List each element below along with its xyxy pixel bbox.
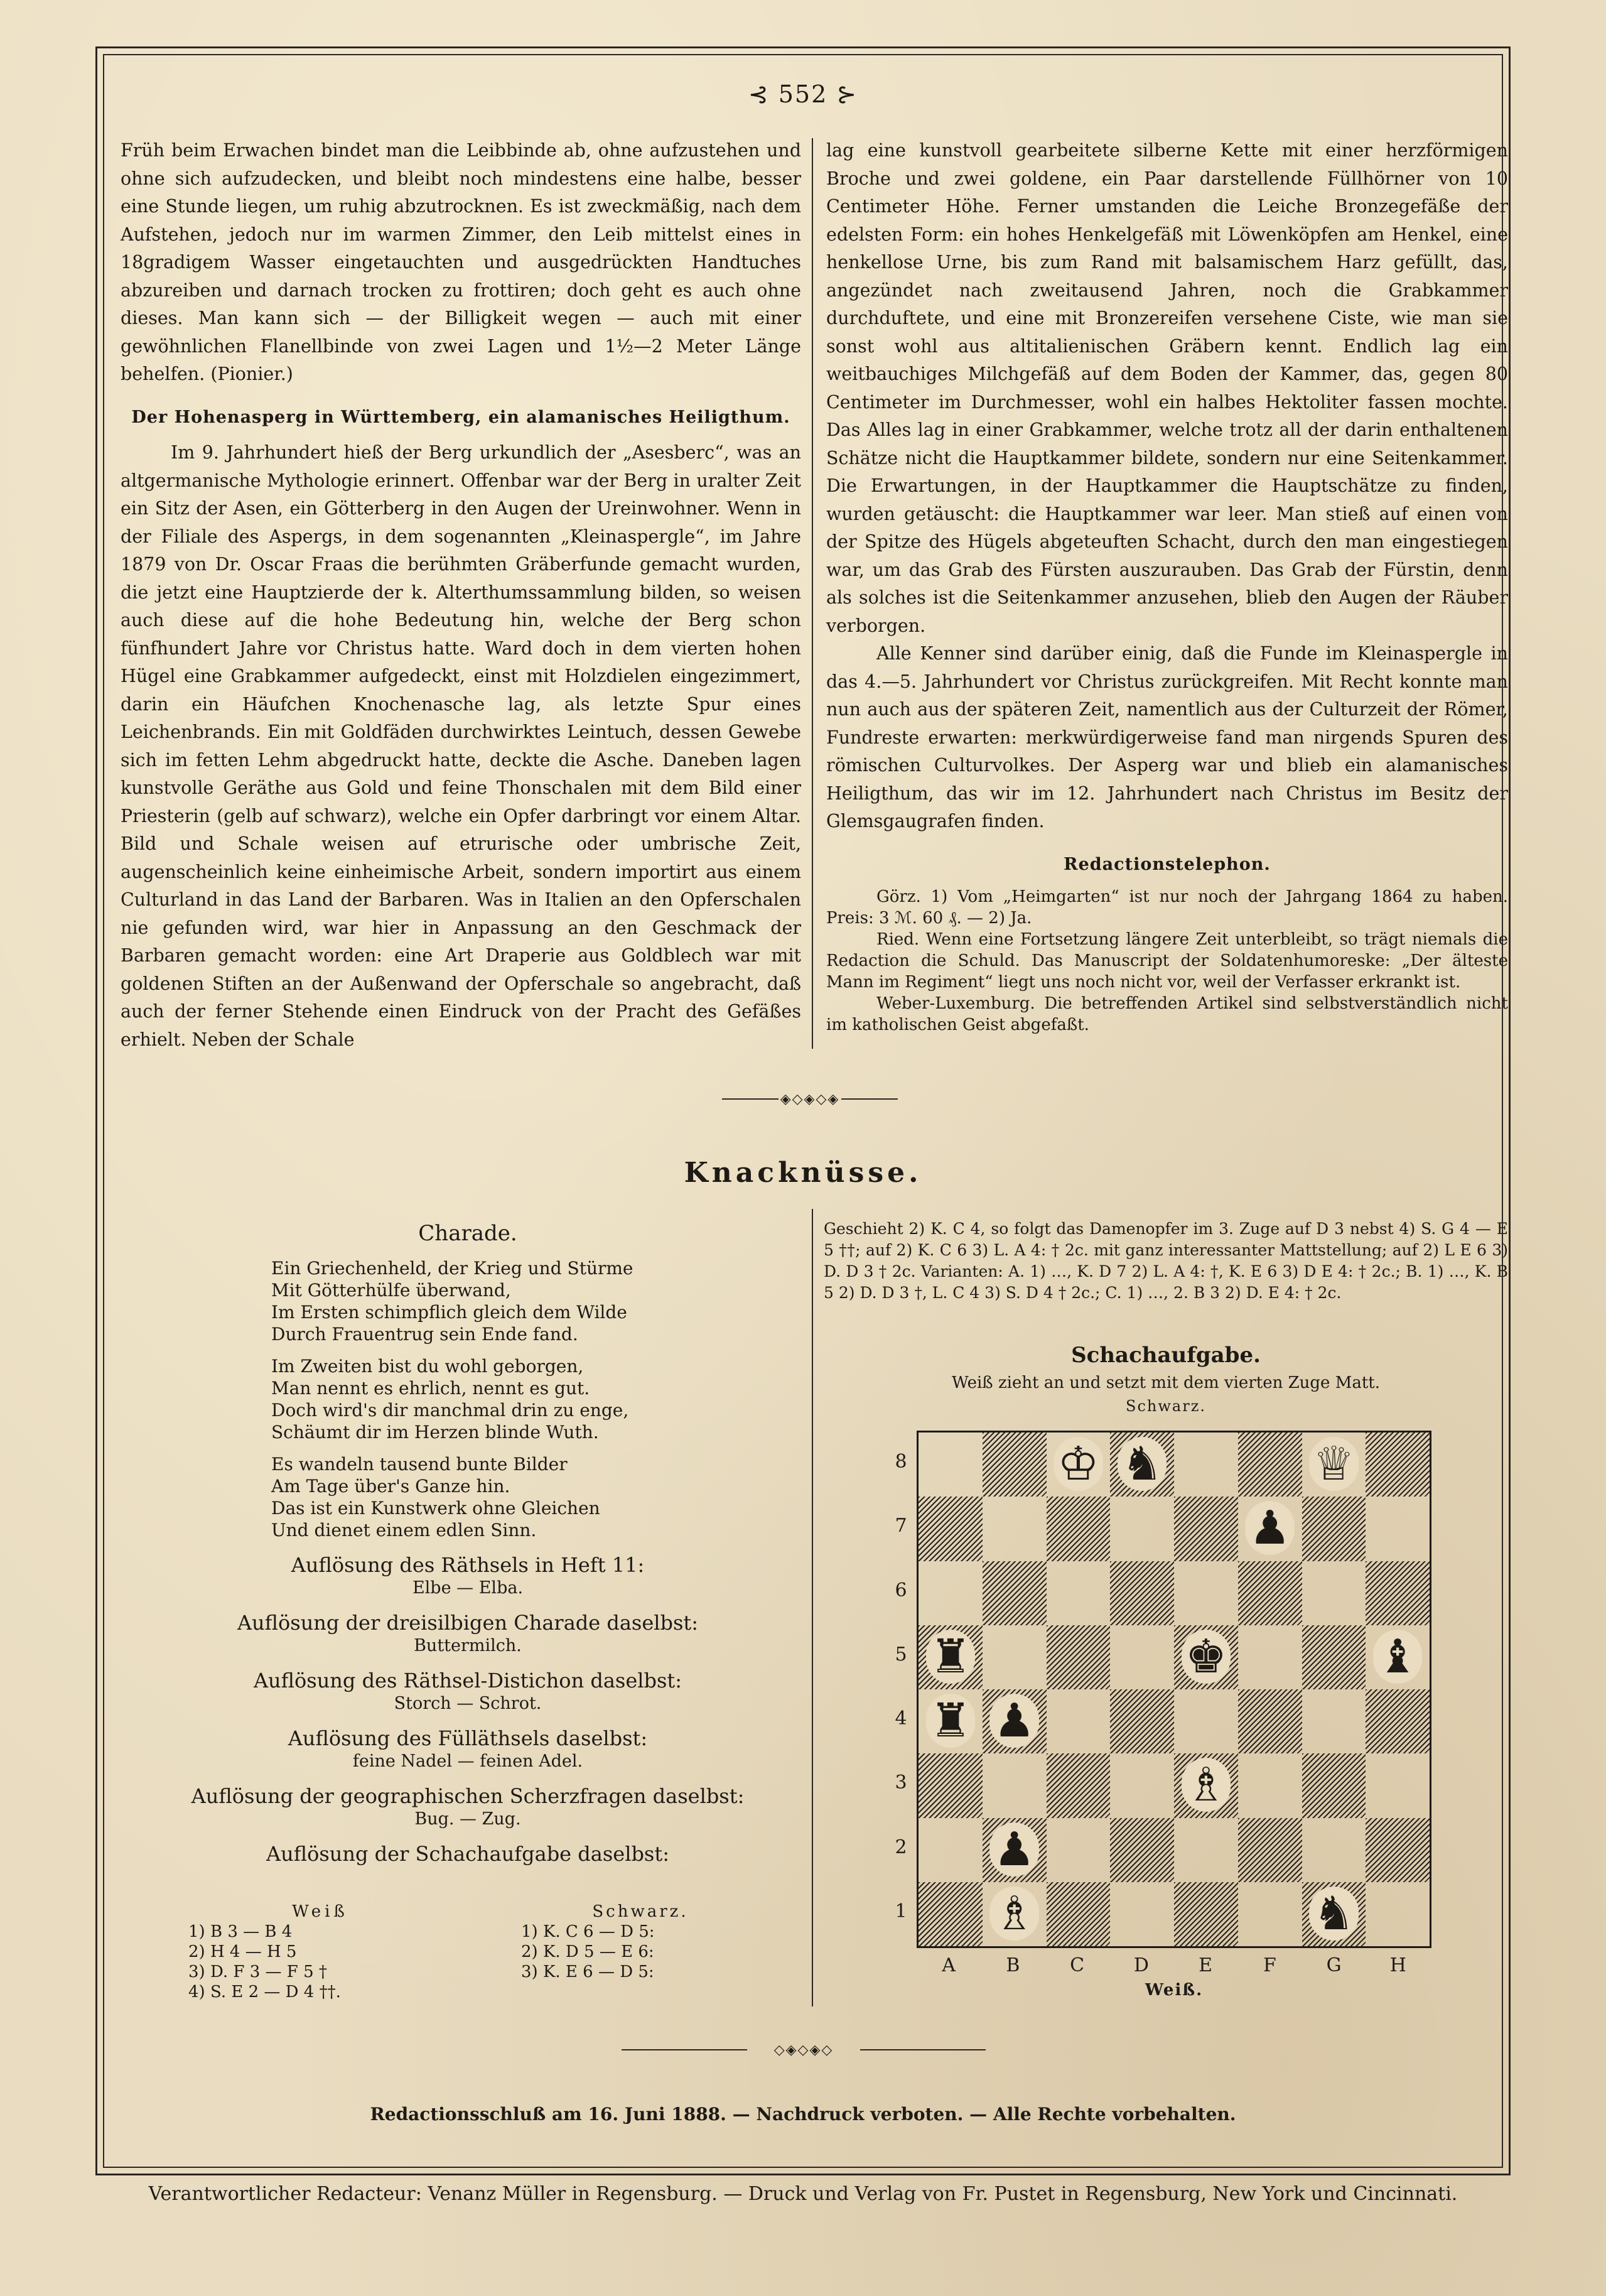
imprint-line: Verantwortlicher Redacteur: Venanz Müller in Regensburg. — Druck und Verlag von Fr. Pustet in Regensburg, New York und Cincinnati. (148, 2183, 1458, 2205)
chess-board (917, 1431, 1431, 1948)
chess-piece: ♜ (926, 1694, 975, 1748)
chess-piece: ♝ (1373, 1630, 1422, 1684)
chess-piece: ♟ (989, 1822, 1038, 1876)
board-square-h4 (1366, 1689, 1430, 1753)
solution-heading: Auflösung der geographischen Scherzfragen daselbst: (191, 1784, 745, 1808)
solution-heading: Auflösung des Räthsel-Distichon daselbst: (253, 1669, 682, 1692)
board-square-e4 (1174, 1689, 1238, 1753)
column-divider (812, 138, 813, 1049)
page-number: ⊰ 552 ⊱ (748, 80, 858, 108)
left-column (121, 137, 801, 1054)
chess-problem-title: Schachaufgabe. (1071, 1343, 1261, 1368)
rank-label: 7 (895, 1515, 907, 1537)
rank-label: 4 (895, 1708, 907, 1730)
board-square-g3 (1302, 1753, 1366, 1817)
board-square-c4 (1047, 1689, 1111, 1753)
page-number-text: 552 (778, 80, 828, 108)
charade-stanza-2 (271, 1355, 772, 1443)
board-square-a7 (919, 1497, 983, 1561)
board-square-g8 (1302, 1432, 1366, 1497)
verse-line: Schäumt dir im Herzen blinde Wuth. (271, 1422, 599, 1443)
chess-piece: ♞ (1309, 1887, 1358, 1941)
board-square-c8 (1047, 1432, 1111, 1497)
board-top-label: Schwarz. (1126, 1397, 1206, 1415)
solution-heading: Auflösung des Fülläthsels daselbst: (288, 1726, 648, 1750)
file-label: D (1133, 1954, 1149, 1976)
board-square-h8 (1366, 1432, 1430, 1497)
board-square-e3 (1174, 1753, 1238, 1817)
verse-line: Ein Griechenheld, der Krieg und Stürme (271, 1258, 633, 1279)
board-square-d4 (1110, 1689, 1174, 1753)
solutions-list (163, 1552, 772, 1866)
board-square-d7 (1110, 1497, 1174, 1561)
file-label: F (1263, 1954, 1276, 1976)
board-square-e6 (1174, 1561, 1238, 1625)
move-line: 1) K. C 6 — D 5: (521, 1922, 655, 1941)
chess-problem-header (824, 1340, 1508, 1417)
board-square-f4 (1238, 1689, 1302, 1753)
board-square-a4 (919, 1689, 983, 1753)
board-square-c3 (1047, 1753, 1111, 1817)
move-line: 3) D. F 3 — F 5 † (188, 1963, 327, 1981)
board-square-d5 (1110, 1625, 1174, 1689)
move-line: 3) K. E 6 — D 5: (521, 1963, 654, 1981)
board-square-a6 (919, 1561, 983, 1625)
board-square-b8 (983, 1432, 1047, 1497)
verse-line: Das ist ein Kunstwerk ohne Gleichen (271, 1498, 600, 1519)
verse-line: Es wandeln tausend bunte Bilder (271, 1454, 568, 1475)
charade-title: Charade. (418, 1221, 517, 1246)
left-paragraph-2: Im 9. Jahrhundert hieß der Berg urkundlich der „Asesberc“, was an altgermanische Mythologie erinnert. Offenbar war der Berg in uralter Zeit ein Sitz der Asen, ein Götterberg in den Augen der Ureinwohner. Wenn in der Filiale des Aspergs, in dem sogenannten „Kleinaspergle“, im Jahre 1879 von Dr. Oscar Fraas die berühmten Gräberfunde gemacht wurden, die jetzt eine Hauptzierde der k. Alterthumssammlung bilden, so weisen auch diese auf die hohe Bedeutung hin, welche der Berg schon fünfhundert Jahre vor Christus hatte. Ward doch in dem vierten hohen Hügel eine Grabkammer aufgedeckt, einst mit Holzdielen eingezimmert, darin ein Häufchen Knochenasche lag, als letzte Spur eines Leichenbrands. Ein mit Goldfäden durchwirktes Leintuch, dessen Gewebe sich im fetten Lehm abgedruckt hatte, deckte die Asche. Daneben lagen kunstvolle Geräthe aus Gold und feine Thonschalen mit dem Bild einer Priesterin (gelb auf schwarz), welche ein Opfer darbringt vor einem Altar. Bild und Schale weisen auf etrurische oder umbrische Zeit, augenscheinlich keine einheimische Arbeit, sondern importirt aus einem Culturland in das Land der Barbaren. Was in Italien an den Opferschalen nie gefunden wird, war hier in Anpassung an den Geschmack der Barbaren gemacht worden: eine Art Draperie aus Goldblech war mit goldenen Stiften an der Außenwand der Opferschale so angebracht, daß auch der ferner Stehende einen Eindruck von der Pracht des Gefäßes erhielt. Neben der Schale (121, 442, 801, 1050)
verse-line: Im Ersten schimpflich gleich dem Wilde (271, 1302, 627, 1323)
board-square-d6 (1110, 1561, 1174, 1625)
board-square-g1 (1302, 1882, 1366, 1946)
board-square-f6 (1238, 1561, 1302, 1625)
board-square-h7 (1366, 1497, 1430, 1561)
board-square-g5 (1302, 1625, 1366, 1689)
board-square-b2 (983, 1818, 1047, 1882)
verse-line: Doch wird's dir manchmal drin zu enge, (271, 1400, 629, 1421)
ornament-divider-top: ◈◇◈◇◈ (722, 1091, 898, 1107)
solution-answer: feine Nadel — feinen Adel. (352, 1752, 583, 1771)
board-square-d1 (1110, 1882, 1174, 1946)
black-moves-label: Schwarz. (592, 1902, 689, 1921)
solution-answer: Storch — Schrot. (394, 1694, 542, 1713)
file-label: B (1006, 1954, 1020, 1976)
board-square-d3 (1110, 1753, 1174, 1817)
rank-label: 5 (895, 1643, 907, 1665)
board-square-h5 (1366, 1625, 1430, 1689)
solution-answer: Buttermilch. (414, 1636, 522, 1655)
board-square-e7 (1174, 1497, 1238, 1561)
board-square-b4 (983, 1689, 1047, 1753)
board-square-b1 (983, 1882, 1047, 1946)
chess-piece: ♜ (926, 1630, 975, 1684)
move-line: 4) S. E 2 — D 4 ††. (188, 1983, 341, 2001)
solution-answer: Elbe — Elba. (412, 1578, 524, 1598)
chess-piece: ♟ (989, 1694, 1038, 1748)
board-square-g6 (1302, 1561, 1366, 1625)
solution-heading: Auflösung der dreisilbigen Charade daselbst: (237, 1611, 699, 1635)
board-square-f2 (1238, 1818, 1302, 1882)
verse-line: Durch Frauentrug sein Ende fand. (271, 1324, 578, 1345)
verse-line: Am Tage über's Ganze hin. (271, 1476, 510, 1497)
board-square-g4 (1302, 1689, 1366, 1753)
reply-weber: Weber-Luxemburg. Die betreffenden Artikel sind selbstverständlich nicht im katholischen Geist abgefaßt. (826, 994, 1508, 1034)
board-square-g7 (1302, 1497, 1366, 1561)
rank-label: 6 (895, 1579, 907, 1601)
section-title: Knacknüsse. (684, 1157, 922, 1189)
board-square-g2 (1302, 1818, 1366, 1882)
reply-ried: Ried. Wenn eine Fortsetzung längere Zeit unterbleibt, so trägt niemals die Redaction die Schuld. Das Manuscript der Soldatenhumoreske: „Der älteste Mann im Regiment“ liegt uns noch nicht vor, weil der Verfasser erkrankt ist. (826, 930, 1508, 992)
article-heading: Der Hohenasperg in Württemberg, ein alamanisches Heiligthum. (131, 407, 790, 427)
chess-piece: ♗ (1182, 1758, 1231, 1812)
rank-label: 8 (895, 1451, 907, 1473)
board-square-h2 (1366, 1818, 1430, 1882)
file-label: E (1199, 1954, 1213, 1976)
board-square-f3 (1238, 1753, 1302, 1817)
board-square-f7 (1238, 1497, 1302, 1561)
right-paragraph-2: Alle Kenner sind darüber einig, daß die Funde im Kleinaspergle in das 4.—5. Jahrhundert vor Christus zurückgreifen. Mit Recht konnte man nun auch aus der späteren Zeit, namentlich aus der Culturzeit der Römer, Fundreste erwarten: merkwürdigerweise fand man nirgends Spuren des römischen Culturvolkes. Der Asperg war und blieb ein alamanisches Heiligthum, das wir im 12. Jahrhundert nach Christus im Besitz der Glemsgaugrafen finden. (826, 643, 1508, 831)
board-square-b3 (983, 1753, 1047, 1817)
white-moves (188, 1902, 452, 2002)
chess-piece: ♚ (1182, 1630, 1231, 1684)
board-square-h1 (1366, 1882, 1430, 1946)
solution-heading: Auflösung der Schachaufgabe daselbst: (266, 1842, 669, 1866)
chess-piece: ♟ (1245, 1501, 1294, 1555)
reply-goerz: Görz. 1) Vom „Heimgarten“ ist nur noch der Jahrgang 1864 zu haben. Preis: 3 ℳ. 60 ₰. — 2) Ja. (826, 887, 1508, 928)
board-square-a1 (919, 1882, 983, 1946)
move-line: 2) K. D 5 — E 6: (521, 1942, 654, 1961)
file-label: G (1326, 1954, 1342, 1976)
charade-block (163, 1221, 772, 1866)
ornament-divider-bottom: ◇◈◇◈◇ (622, 2042, 986, 2057)
board-square-e1 (1174, 1882, 1238, 1946)
board-square-b7 (983, 1497, 1047, 1561)
board-square-h6 (1366, 1561, 1430, 1625)
chess-piece: ♔ (1054, 1437, 1102, 1491)
board-square-d8 (1110, 1432, 1174, 1497)
move-line: 1) B 3 — B 4 (188, 1922, 293, 1941)
board-square-c7 (1047, 1497, 1111, 1561)
redaction-heading: Redactionstelephon. (1064, 854, 1271, 874)
solution-answer: Bug. — Zug. (414, 1809, 521, 1829)
board-square-a3 (919, 1753, 983, 1817)
black-moves (521, 1902, 760, 1982)
file-label: C (1070, 1954, 1085, 1976)
board-square-f5 (1238, 1625, 1302, 1689)
rank-label: 1 (895, 1900, 907, 1922)
board-square-b5 (983, 1625, 1047, 1689)
chess-variants-note: Geschieht 2) K. C 4, so folgt das Damenopfer im 3. Zuge auf D 3 nebst 4) S. G 4 — E 5 ††; auf 2) K. C 6 3) L. A 4: † 2c. mit ganz interessanter Mattstellung; auf 2) L E 6 3) D. D 3 † 2c. Varianten: A. 1) …, K. D 7 2) L. A 4: †, K. E 6 3) D E 4: † 2c.; B. 1) …, K. B 5 2) D. D 3 †, L. C 4 3) S. D 4 † 2c.; C. 1) …, 2. B 3 2) D. E 4: † 2c. (824, 1220, 1508, 1302)
board-square-a8 (919, 1432, 983, 1497)
board-square-e8 (1174, 1432, 1238, 1497)
board-square-c6 (1047, 1561, 1111, 1625)
editorial-closing-note: Redactionsschluß am 16. Juni 1888. — Nachdruck verboten. — Alle Rechte vorbehalten. (370, 2104, 1236, 2125)
verse-line: Und dienet einem edlen Sinn. (271, 1520, 537, 1541)
board-square-d2 (1110, 1818, 1174, 1882)
board-square-f1 (1238, 1882, 1302, 1946)
chess-problem-subtitle: Weiß zieht an und setzt mit dem vierten Zuge Matt. (952, 1373, 1380, 1392)
file-label: A (942, 1954, 956, 1976)
chess-piece: ♕ (1309, 1437, 1358, 1491)
chess-piece: ♞ (1118, 1437, 1167, 1491)
left-paragraph-1: Früh beim Erwachen bindet man die Leibbinde ab, ohne aufzustehen und ohne sich aufzudecken, und bleibt noch mindestens eine halbe, besser eine Stunde liegen, um ruhig abzutrocknen. Es ist zweckmäßig, nach dem Aufstehen, jedoch nur im warmen Zimmer, den Leib mittelst eines in 18gradigem Wasser eingetauchten und ausgedrückten Handtuches abzureiben und darnach trocken zu frottiren; doch geht es auch ohne dieses. Man kann sich — der Billigkeit wegen — auch mit einer gewöhnlichen Flanellbinde von zwei Lagen und 1½—2 Meter Länge behelfen. (Pionier.) (121, 140, 801, 384)
column-divider-lower (812, 1209, 813, 2006)
file-label: H (1389, 1954, 1406, 1976)
verse-line: Mit Götterhülfe überwand, (271, 1280, 511, 1301)
board-square-c2 (1047, 1818, 1111, 1882)
board-square-b6 (983, 1561, 1047, 1625)
board-square-a5 (919, 1625, 983, 1689)
chess-piece: ♗ (989, 1887, 1038, 1941)
solution-heading: Auflösung des Räthsels in Heft 11: (291, 1553, 645, 1577)
right-column (826, 137, 1508, 1036)
move-line: 2) H 4 — H 5 (188, 1942, 297, 1961)
board-square-h3 (1366, 1753, 1430, 1817)
rank-label: 2 (895, 1836, 907, 1858)
board-square-f8 (1238, 1432, 1302, 1497)
board-square-e5 (1174, 1625, 1238, 1689)
verse-line: Man nennt es ehrlich, nennt es gut. (271, 1378, 590, 1399)
verse-line: Im Zweiten bist du wohl geborgen, (271, 1356, 584, 1377)
board-square-c5 (1047, 1625, 1111, 1689)
board-bottom-label: Weiß. (1145, 1981, 1204, 2000)
board-square-c1 (1047, 1882, 1111, 1946)
board-square-e2 (1174, 1818, 1238, 1882)
right-paragraph-1: lag eine kunstvoll gearbeitete silberne Kette mit einer herzförmigen Broche und zwei goldene, ein Paar darstellende Füllhörner von 10 Centimeter Höhe. Ferner umstanden die Leiche Bronzegefäße der edelsten Form: ein hohes Henkelgefäß mit Löwenköpfen am Henkel, eine henkellose Urne, bis zum Rand mit balsamischem Harz gefüllt, das, angezündet nach zweitausend Jahren, noch die Grabkammer durchduftete, und eine mit Bronzereifen versehene Ciste, wie man sie sonst wohl aus altitalienischen Gräbern kennt. Endlich lag ein weitbauchiges Milchgefäß auf dem Boden der Kammer, das, gegen 80 Centimeter im Durchmesser, wohl ein halbes Hektoliter fassen mochte. Das Alles lag in einer Grabkammer, welche trotz all der darin enthaltenen Schätze nicht die Hauptkammer bildete, sondern nur eine Seitenkammer. Die Erwartungen, in der Hauptkammer die Hauptschätze zu finden, wurden getäuscht: die Hauptkammer war leer. Man stieß auf einen von der Spitze des Hügels abgeteuften Schacht, durch den man eingestiegen war, um das Grab des Fürsten auszurauben. Das Grab der Fürstin, denn als solches ist die Seitenkammer anzusehen, blieb den Augen der Räuber verborgen. (826, 140, 1508, 636)
charade-stanza-1 (271, 1257, 772, 1345)
board-square-a2 (919, 1818, 983, 1882)
rank-label: 3 (895, 1772, 907, 1794)
white-moves-label: Weiß (292, 1902, 348, 1921)
charade-stanza-3 (271, 1453, 772, 1541)
